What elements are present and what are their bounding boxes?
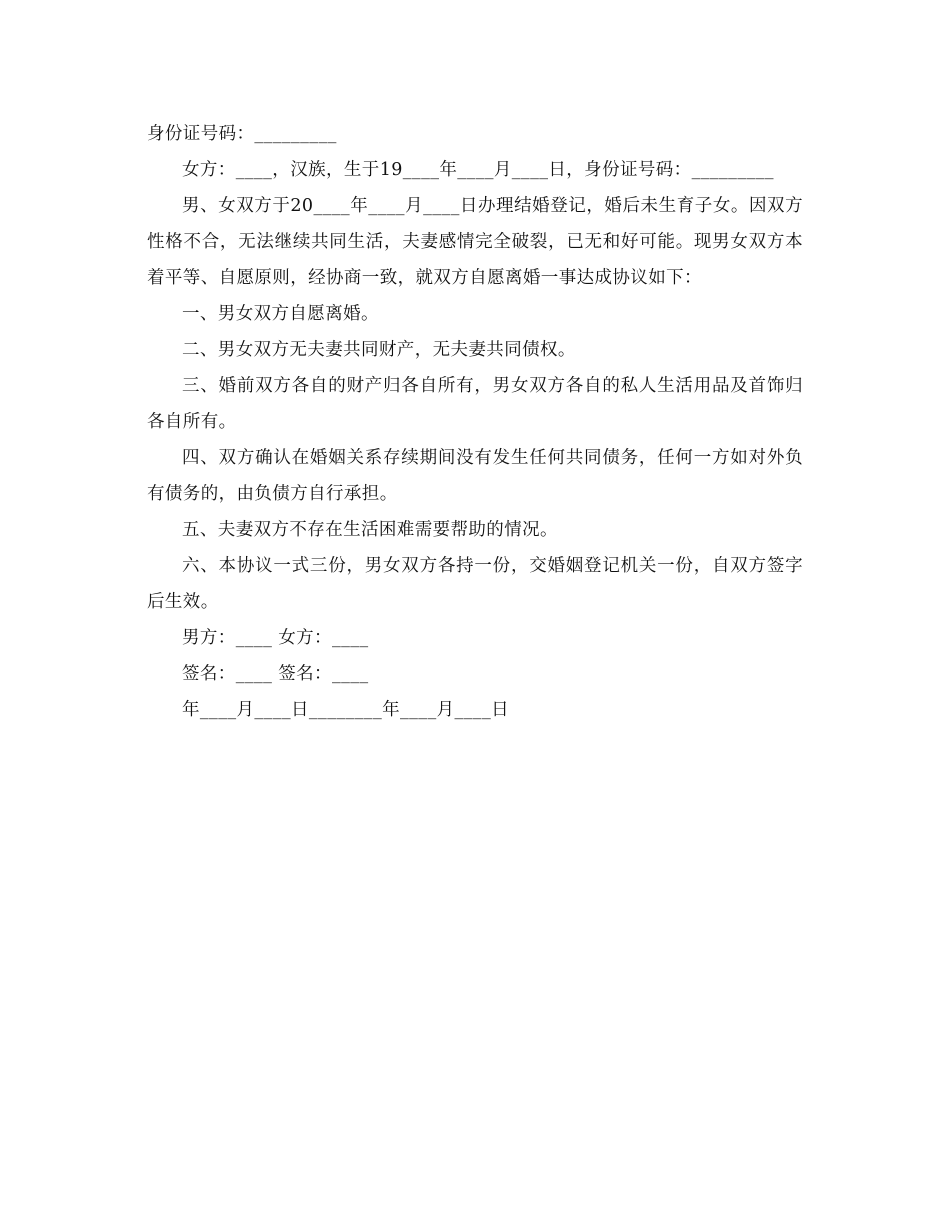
party-names-line: 男方：____ 女方：____: [182, 628, 369, 648]
marriage-registration-paragraph: 男、女双方于20____年____月____日办理结婚登记，婚后未生育子女。因双方性格不合，无法继续共同生活，夫妻感情完全破裂，已无和好可能。现男女双方本着平等、自愿原则，经协商一致，就双方自愿离婚一事达成协议如下：: [147, 196, 803, 288]
id-number-line-male: 身份证号码：_________: [147, 124, 337, 144]
female-party-line: 女方：____，汉族，生于19____年____月____日，身份证号码：_________: [182, 160, 774, 180]
document-body: [147, 116, 803, 728]
clause-6: 六、本协议一式三份，男女双方各持一份，交婚姻登记机关一份，自双方签字后生效。: [147, 556, 803, 612]
clause-1: 一、男女双方自愿离婚。: [182, 304, 379, 324]
clause-4: 四、双方确认在婚姻关系存续期间没有发生任何共同债务，任何一方如对外负有债务的，由负债方自行承担。: [147, 448, 803, 504]
clause-5: 五、夫妻双方不存在生活困难需要帮助的情况。: [182, 520, 558, 540]
date-line: 年____月____日________年____月____日: [182, 700, 509, 720]
signature-line: 签名：____ 签名：____: [182, 664, 369, 684]
clause-2: 二、男女双方无夫妻共同财产，无夫妻共同债权。: [182, 340, 576, 360]
clause-3: 三、婚前双方各自的财产归各自所有，男女双方各自的私人生活用品及首饰归各自所有。: [147, 376, 803, 432]
